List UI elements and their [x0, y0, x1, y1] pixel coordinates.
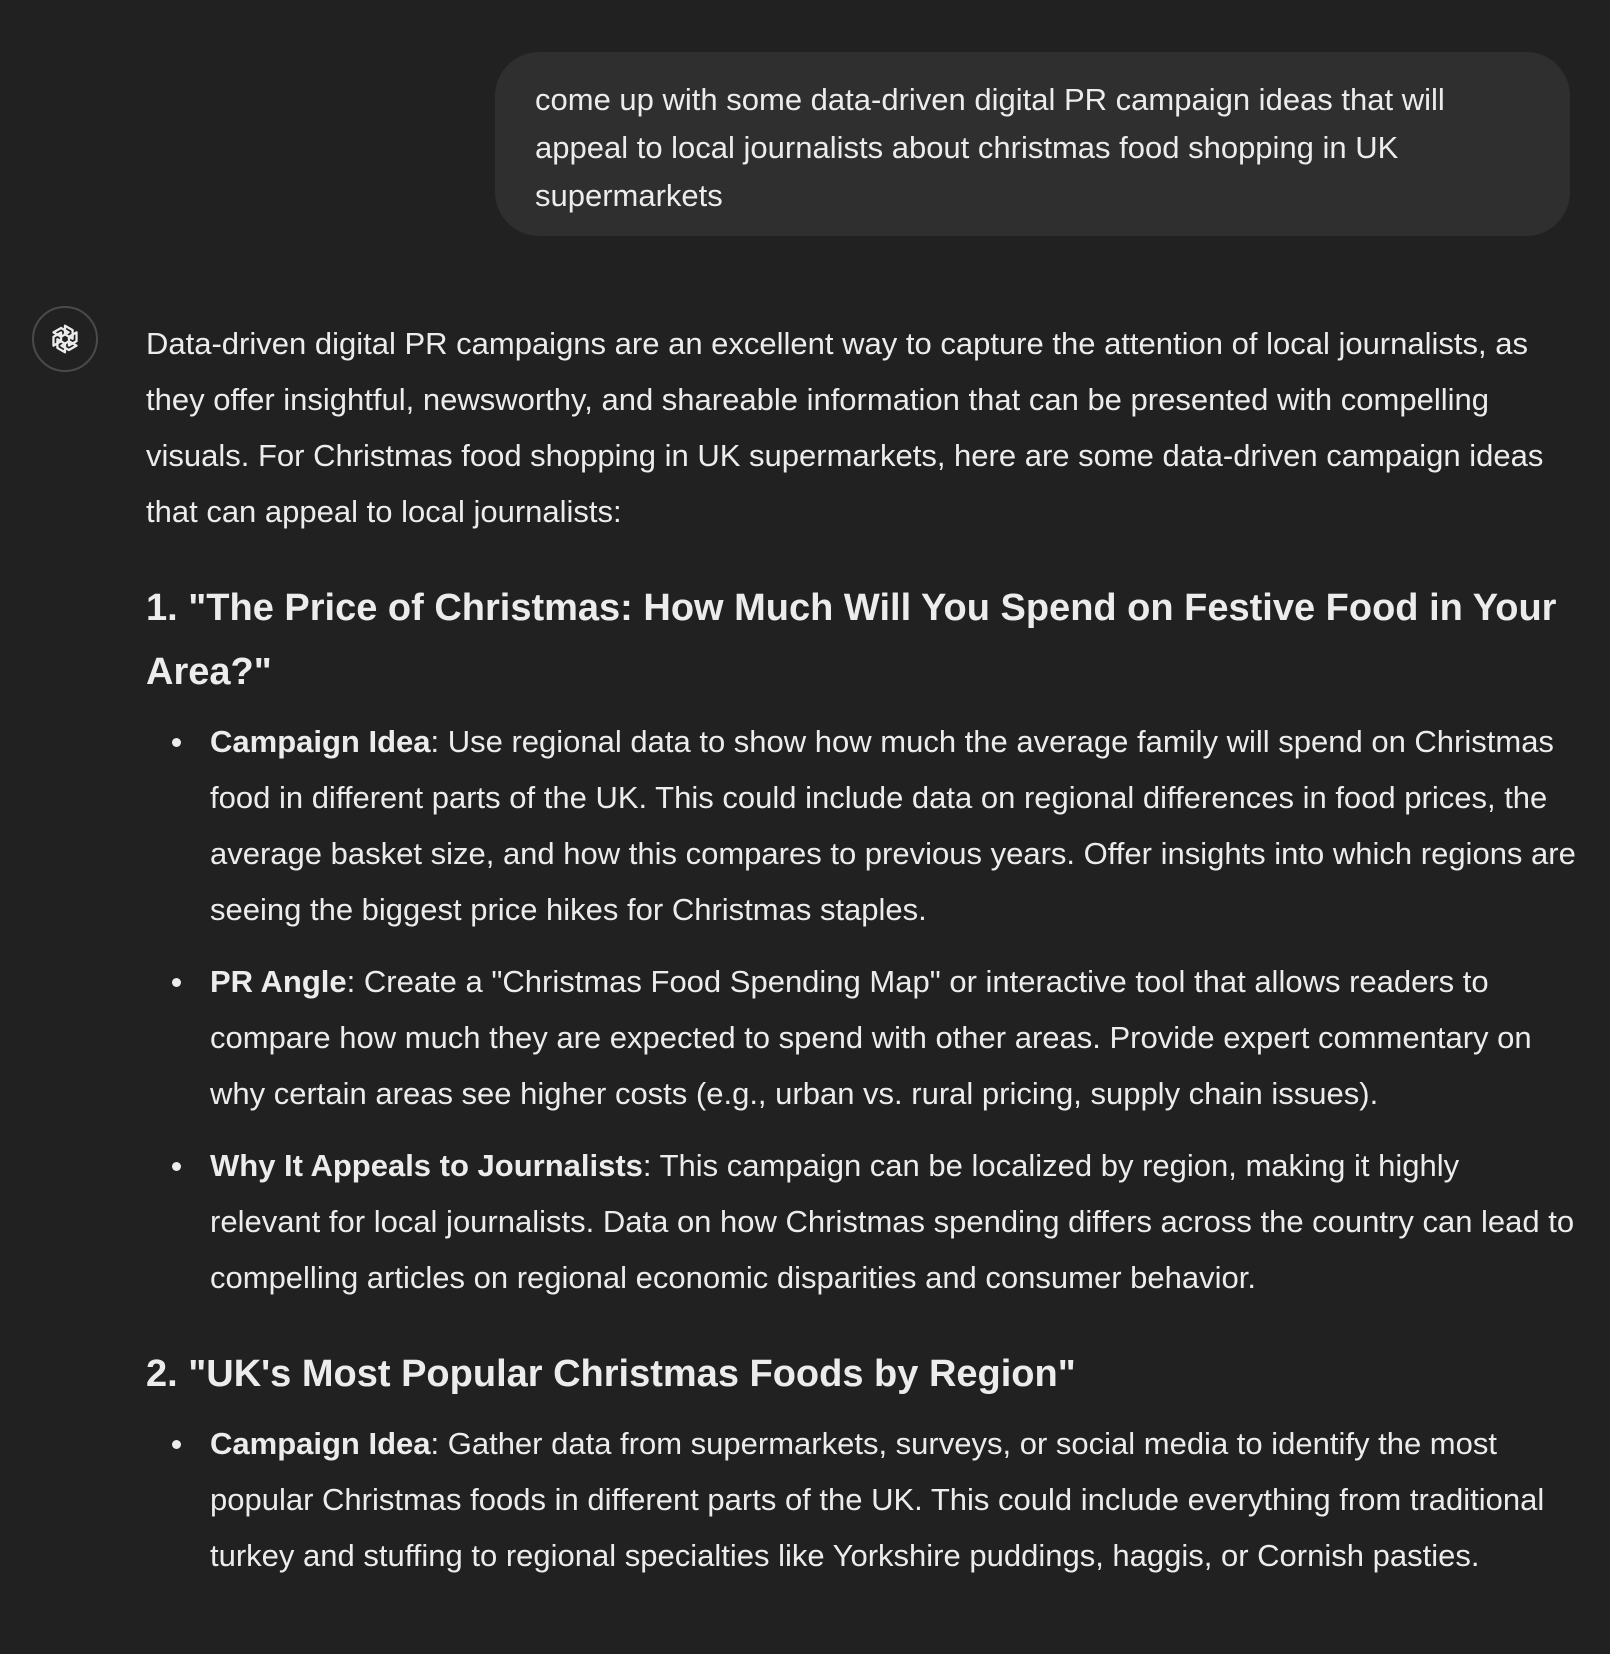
list-item — [146, 714, 1576, 938]
list-item — [146, 954, 1576, 1122]
response-intro: Data-driven digital PR campaigns are an excellent way to capture the attention of local journalists, as they offer insightful, newsworthy, and shareable information that can be presented with compelling visuals. For Christmas food shopping in UK supermarkets, here are some data-driven campaign ideas that can appeal to local journalists: — [146, 326, 1544, 529]
bullet-label: Why It Appeals to Journalists — [210, 1148, 643, 1183]
user-message-text: come up with some data-driven digital PR campaign ideas that will appeal to local journalists about christmas food shopping in UK supermarkets — [535, 82, 1445, 213]
bullet-label: PR Angle — [210, 964, 347, 999]
bullet-dot-icon — [172, 1162, 181, 1171]
bullet-label: Campaign Idea — [210, 724, 431, 759]
bullet-dot-icon — [172, 1440, 181, 1449]
list-item — [146, 1416, 1576, 1584]
bullet-text: : Create a "Christmas Food Spending Map" or interactive tool that allows readers to compare how much they are expected to spend with other areas. Provide expert commentary on why certain areas see higher costs (e.g., urban vs. rural pricing, supply chain issues). — [210, 964, 1532, 1111]
bullet-label: Campaign Idea — [210, 1426, 431, 1461]
assistant-response — [146, 316, 1576, 1600]
section-2-bullet-list — [146, 1416, 1576, 1584]
bullet-text: : This campaign can be localized by region, making it highly relevant for local journalists. Data on how Christmas spending differs across the country can lead to compelling articles on regional economic disparities and consumer behavior. — [210, 1148, 1575, 1295]
bullet-text: : Gather data from supermarkets, surveys, or social media to identify the most popular Christmas foods in different parts of the UK. This could include everything from traditional turkey and stuffing to regional specialties like Yorkshire puddings, haggis, or Cornish pasties. — [210, 1426, 1545, 1573]
list-item — [146, 1138, 1576, 1306]
bullet-text: : Use regional data to show how much the average family will spend on Christmas food in different parts of the UK. This could include data on regional differences in food prices, the average basket size, and how this compares to previous years. Offer insights into which regions are seeing the biggest price hikes for Christmas staples. — [210, 724, 1576, 927]
bullet-dot-icon — [172, 978, 181, 987]
section-heading-2: 2. "UK's Most Popular Christmas Foods by Region" — [146, 1353, 1076, 1395]
openai-logo-icon — [46, 320, 84, 358]
user-message-bubble — [495, 52, 1570, 236]
assistant-avatar — [32, 306, 98, 372]
bullet-dot-icon — [172, 738, 181, 747]
section-heading-1: 1. "The Price of Christmas: How Much Will You Spend on Festive Food in Your Area?" — [146, 587, 1557, 693]
section-1-bullet-list — [146, 714, 1576, 1306]
